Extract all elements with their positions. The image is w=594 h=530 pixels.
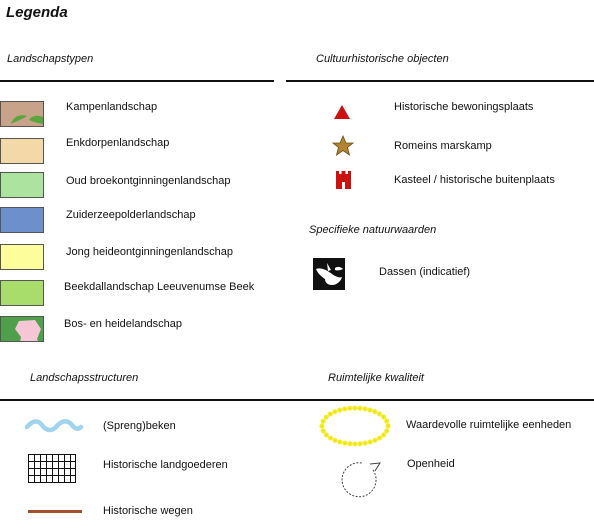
label-enkdorpenlandschap: Enkdorpenlandschap [66,137,170,149]
badger-icon [313,258,345,290]
swatch-beekdallandschap [0,280,44,306]
label-zuiderzeepolderlandschap: Zuiderzeepolderlandschap [66,209,196,221]
label-bos-heidelandschap: Bos- en heidelandschap [64,318,183,330]
grid-icon [28,454,76,483]
divider [0,399,594,401]
section-natuurwaarden: Specifieke natuurwaarden [309,224,437,236]
divider [286,80,594,82]
swatch-oud-broekontginningenlandschap [0,172,44,198]
label-kampenlandschap: Kampenlandschap [66,101,158,113]
swatch-jong-heideontginningenlandschap [0,244,44,270]
label-historische-wegen: Historische wegen [103,505,193,517]
bos-heide-swatch [1,317,44,342]
section-landschapstypen: Landschapstypen [7,53,94,65]
stream-icon [24,415,84,437]
kampen-swatch [1,102,44,127]
swatch-bos-heidelandschap [0,316,44,342]
section-kwaliteit: Ruimtelijke kwaliteit [328,372,424,384]
section-cultuurhistorisch: Cultuurhistorische objecten [316,53,449,65]
castle-icon [335,170,352,190]
star-icon [332,135,354,156]
label-oud-broekontginningenlandschap: Oud broekontginningenlandschap [66,175,231,187]
swatch-zuiderzeepolderlandschap [0,207,44,233]
triangle-icon [333,104,351,120]
label-dassen: Dassen (indicatief) [379,266,471,278]
label-sprengbeken: (Spreng)beken [103,420,176,432]
label-historische-bewoningsplaats: Historische bewoningsplaats [394,101,534,113]
swatch-kampenlandschap [0,101,44,127]
label-beekdallandschap: Beekdallandschap Leeuvenumse Beek [64,281,255,293]
label-jong-heideontginningenlandschap: Jong heideontginningenlandschap [66,246,233,258]
label-openheid: Openheid [407,458,455,470]
section-structuren: Landschapsstructuren [30,372,139,384]
label-kasteel: Kasteel / historische buitenplaats [394,174,555,186]
label-waardevolle-ruimtelijke-eenheden: Waardevolle ruimtelijke eenheden [406,419,572,431]
openness-circle-icon [336,455,386,501]
road-line-icon [28,510,82,513]
dotted-ellipse-icon [318,404,392,448]
legend-title: Legenda [6,4,68,21]
swatch-enkdorpenlandschap [0,138,44,164]
divider [0,80,274,82]
label-historische-landgoederen: Historische landgoederen [103,459,228,471]
label-romeins-marskamp: Romeins marskamp [394,140,492,152]
